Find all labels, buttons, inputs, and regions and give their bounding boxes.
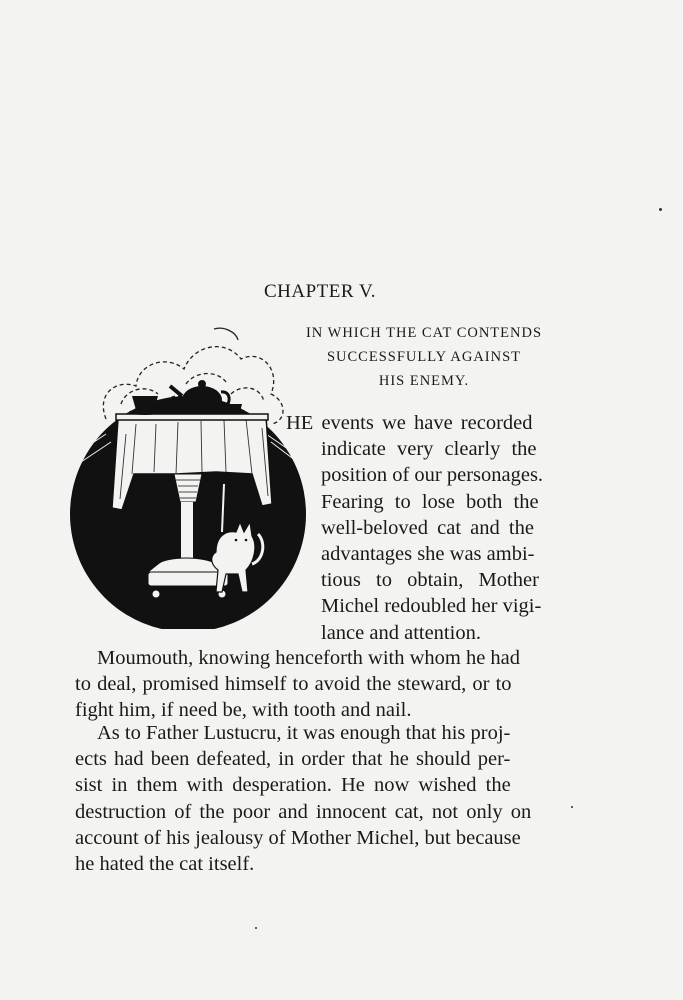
first-paragraph	[286, 410, 566, 436]
text-line: position of our personages.	[321, 464, 544, 487]
text-line: he hated the cat itself.	[75, 853, 255, 876]
chapter-title: CHAPTER V.	[264, 281, 376, 302]
text-line: lance and attention.	[321, 621, 481, 644]
text-line: account of his jealousy of Mother Michel, but because	[75, 826, 521, 849]
text-line: Michel redoubled her vigi-	[321, 595, 542, 618]
subtitle-line: SUCCESSFULLY AGAINST	[326, 349, 522, 365]
text-line: HE events we have recorded	[286, 412, 533, 434]
third-paragraph	[75, 720, 568, 877]
chapter-subtitle	[278, 321, 570, 393]
paper-speck	[571, 806, 573, 808]
text-line: to deal, promised himself to avoid the steward, or to	[75, 673, 512, 696]
teapot-table-cat-icon	[66, 324, 316, 629]
text-line: Moumouth, knowing henceforth with whom he had	[97, 647, 521, 669]
text-line: As to Father Lustucru, it was enough that his proj-	[97, 722, 511, 744]
paper-speck	[659, 208, 662, 211]
paper-speck	[255, 927, 257, 929]
subtitle-line: HIS ENEMY.	[378, 373, 470, 389]
text-line: sist in them with desperation. He now wished the	[75, 774, 511, 797]
text-line: advantages she was ambi-	[321, 543, 535, 565]
text-line: ects had been defeated, in order that he should per-	[75, 748, 511, 771]
text-line: destruction of the poor and innocent cat, not only on	[75, 800, 532, 823]
text-line: indicate very clearly the	[321, 438, 537, 461]
subtitle-line: IN WHICH THE CAT CONTENDS	[305, 325, 543, 341]
second-paragraph	[75, 645, 568, 724]
text-line: Fearing to lose both the	[321, 490, 539, 513]
text-line: fight him, if need be, with tooth and nail.	[75, 699, 412, 722]
text-line: tious to obtain, Mother	[321, 569, 539, 592]
first-paragraph-body	[321, 436, 566, 646]
text-line: well-beloved cat and the	[321, 516, 534, 539]
